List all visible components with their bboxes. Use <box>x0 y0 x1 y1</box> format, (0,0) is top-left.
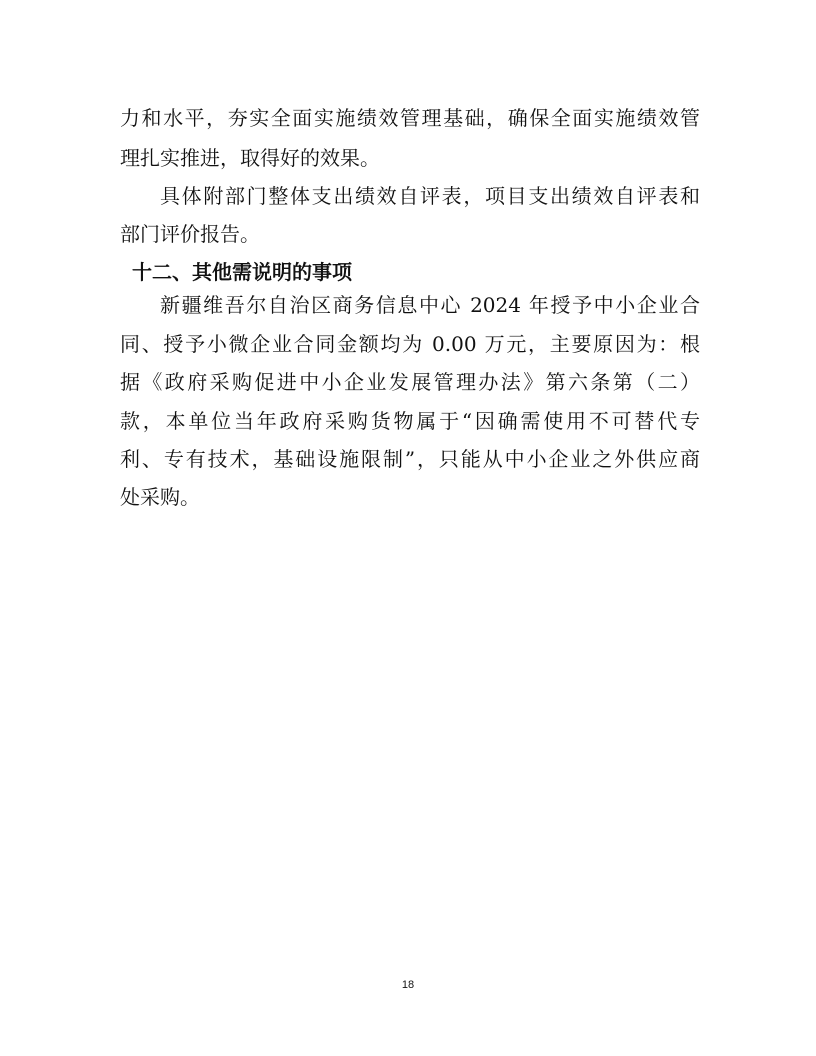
paragraph-3-line-1: 新疆维吾尔自治区商务信息中心 2024 年授予中小企业合 <box>160 293 700 317</box>
paragraph-2-line-1: 具体附部门整体支出绩效自评表，项目支出绩效自评表和 <box>160 184 700 208</box>
paragraph-2-line-2: 部门评价报告。 <box>120 222 260 246</box>
paragraph-3-line-6: 处采购。 <box>120 485 200 509</box>
paragraph-1-line-2: 理扎实推进，取得好的效果。 <box>120 146 380 170</box>
paragraph-1-line-1: 力和水平，夯实全面实施绩效管理基础，确保全面实施绩效管 <box>120 106 700 130</box>
paragraph-3-line-5: 利、专有技术，基础设施限制”，只能从中小企业之外供应商 <box>120 447 700 471</box>
page-number: 18 <box>401 979 415 991</box>
paragraph-3-line-4: 款，本单位当年政府采购货物属于“因确需使用不可替代专 <box>120 409 700 433</box>
section-heading: 十二、其他需说明的事项 <box>132 260 352 284</box>
paragraph-3-line-2: 同、授予小微企业合同金额均为 0.00 万元，主要原因为：根 <box>120 332 700 356</box>
paragraph-3-line-3: 据《政府采购促进中小企业发展管理办法》第六条第（二） <box>120 370 700 394</box>
